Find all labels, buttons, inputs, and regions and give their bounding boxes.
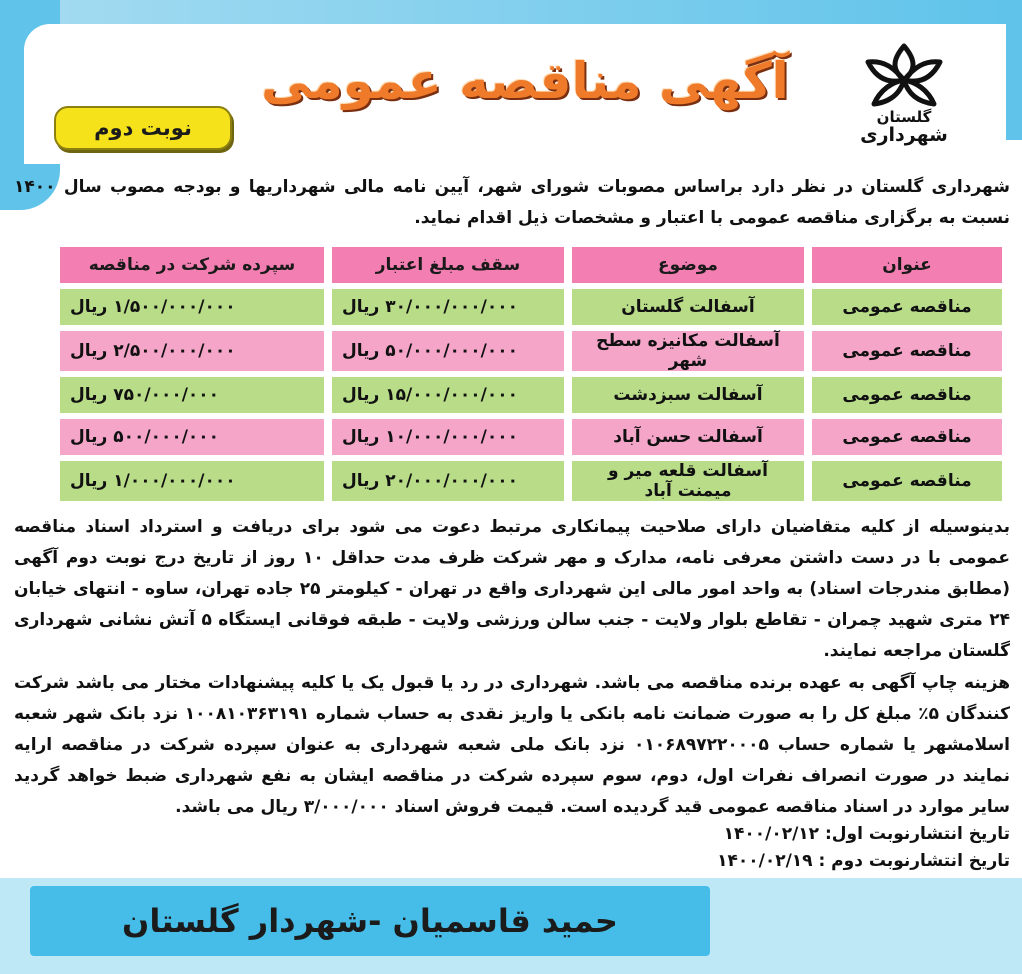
cell-title: مناقصه عمومی [812,419,1002,455]
invitation-paragraph: بدینوسیله از کلیه متقاضیان دارای صلاحیت پیمانکاری مرتبط دعوت می شود برای دریافت و استرداد اسناد مناقصه عمومی با در دست داشتن معرفی نامه، مدارک و مهر شرکت ظرف مدت حداقل ۱۰ روز از تاریخ درج نوبت دوم آگهی (مطابق مندرجات اسناد) به واحد امور مالی این شهرداری واقع در تهران - کیلومتر ۲۵ جاده تهران، ساوه - انتهای خیابان ۲۴ متری شهید چمران - تقاطع بلوار ولایت - جنب سالن ورزشی ولایت - طبقه فوقانی ایستگاه ۵ آتش نشانی شهرداری گلستان مراجعه نمایند. [14,517,1010,661]
tender-table [52,241,1010,507]
mayor-signature-banner: حمید قاسمیان -شهردار گلستان [30,886,710,956]
cell-title: مناقصه عمومی [812,289,1002,325]
logo-text-golestan: گلستان [876,108,932,126]
table-row [60,419,1002,455]
header-subject: موضوع [572,247,804,283]
header-ceiling: سقف مبلغ اعتبار [332,247,564,283]
table-row [60,289,1002,325]
cell-deposit: ۵۰۰/۰۰۰/۰۰۰ ریال [60,419,324,455]
municipality-logo [848,40,960,158]
page-title: آگهی مناقصه عمومی [261,52,789,110]
cell-deposit: ۱/۰۰۰/۰۰۰/۰۰۰ ریال [60,461,324,501]
cell-deposit: ۲/۵۰۰/۰۰۰/۰۰۰ ریال [60,331,324,371]
cell-ceiling: ۱۰/۰۰۰/۰۰۰/۰۰۰ ریال [332,419,564,455]
cell-subject: آسفالت قلعه میر و میمنت آباد [572,461,804,501]
cell-deposit: ۷۵۰/۰۰۰/۰۰۰ ریال [60,377,324,413]
table-header-row [60,247,1002,283]
cell-title: مناقصه عمومی [812,461,1002,501]
round-badge: نوبت دوم [54,106,232,150]
cell-title: مناقصه عمومی [812,377,1002,413]
header-title: عنوان [812,247,1002,283]
cell-subject: آسفالت حسن آباد [572,419,804,455]
logo-text-municipality: شهرداری [860,123,948,146]
table-row [60,461,1002,501]
table-row [60,331,1002,371]
cell-subject: آسفالت گلستان [572,289,804,325]
cell-title: مناقصه عمومی [812,331,1002,371]
second-publication-date: تاریخ انتشارنوبت دوم : ۱۴۰۰/۰۲/۱۹ [717,851,1010,871]
cell-subject: آسفالت سبزدشت [572,377,804,413]
publication-dates [717,821,1010,875]
cell-deposit: ۱/۵۰۰/۰۰۰/۰۰۰ ریال [60,289,324,325]
intro-paragraph: شهرداری گلستان در نظر دارد براساس مصوبات شورای شهر، آیین نامه مالی شهرداریها و بودجه مصوب سال ۱۴۰۰ نسبت به برگزاری مناقصه عمومی با اعتبار و مشخصات ذیل اقدام نماید. [14,177,1010,228]
table-row [60,377,1002,413]
cell-ceiling: ۲۰/۰۰۰/۰۰۰/۰۰۰ ریال [332,461,564,501]
header-deposit: سپرده شرکت در مناقصه [60,247,324,283]
cell-ceiling: ۳۰/۰۰۰/۰۰۰/۰۰۰ ریال [332,289,564,325]
cell-ceiling: ۵۰/۰۰۰/۰۰۰/۰۰۰ ریال [332,331,564,371]
flower-icon [854,40,954,112]
cell-ceiling: ۱۵/۰۰۰/۰۰۰/۰۰۰ ریال [332,377,564,413]
cell-subject: آسفالت مکانیزه سطح شهر [572,331,804,371]
conditions-paragraph: هزینه چاپ آگهی به عهده برنده مناقصه می باشد. شهرداری در رد یا قبول یک یا کلیه پیشنهادات مختار می باشد شرکت کنندگان ۵٪ مبلغ کل را به صورت ضمانت نامه بانکی یا واریز نقدی به حساب شماره ۱۰۰۸۱۰۳۶۳۱۹۱ نزد بانک شهر شعبه اسلامشهر یا شماره حساب ۰۱۰۶۸۹۷۲۲۰۰۰۵ نزد بانک ملی شعبه شهرداری به عنوان سپرده شرکت در مناقصه ارایه نمایند در صورت انصراف نفرات اول، دوم، سوم سپرده شرکت در مناقصه ایشان به نفع شهرداری ضبط خواهد گردید سایر موارد در اسناد مناقصه عمومی قید گردیده است. قیمت فروش اسناد ۳/۰۰۰/۰۰۰ ریال می باشد. [14,673,1011,817]
first-publication-date: تاریخ انتشارنوبت اول: ۱۴۰۰/۰۲/۱۲ [723,824,1010,844]
